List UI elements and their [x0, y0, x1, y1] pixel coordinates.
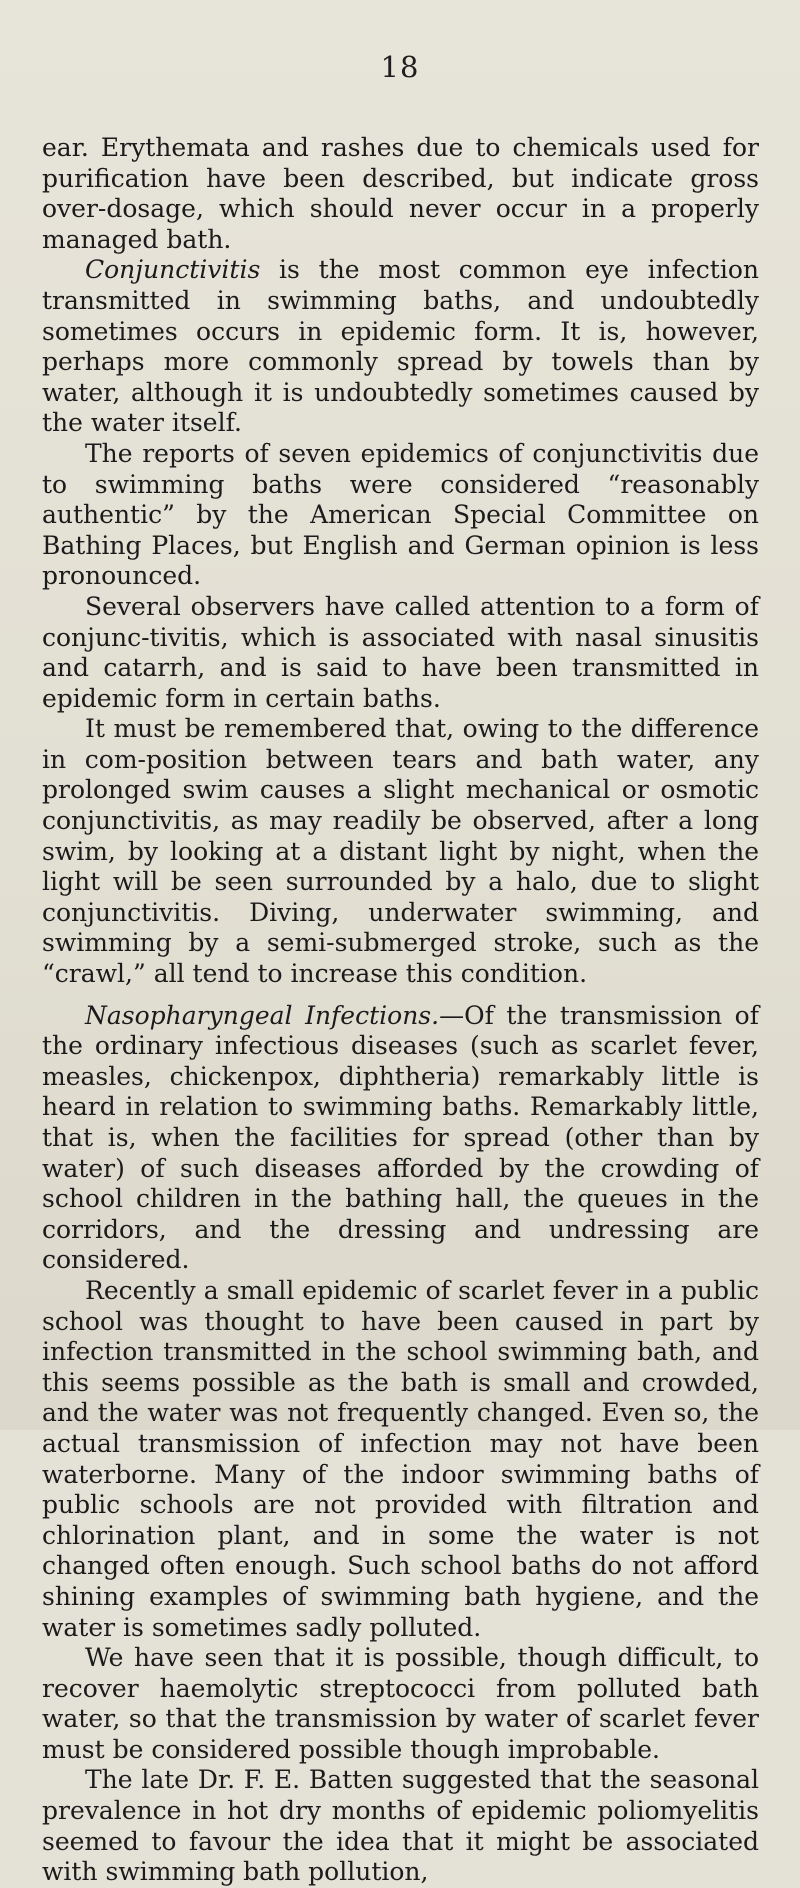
- paragraph-text: We have seen that it is possible, though difficult, to recover haemolytic streptococci from polluted bath water, so that the transmission by water of scarlet fever must be considered possible though improbable.: [42, 1643, 759, 1764]
- paragraph-streptococci: [42, 1643, 759, 1765]
- paragraph-reports: [42, 439, 759, 592]
- paragraph-scarlet-fever: [42, 1276, 759, 1643]
- paragraph-remembered: [42, 714, 759, 989]
- paragraph-lead: Nasopharyngeal Infections.: [85, 1000, 440, 1030]
- page-number: 18: [380, 50, 420, 84]
- paragraph-batten: [42, 1765, 759, 1887]
- paragraph-nasopharyngeal: [42, 1001, 759, 1276]
- paragraph-text: Recently a small epidemic of scarlet fever in a public school was thought to have been caused in part by infection transmitted in the school swimming bath, and this seems possible as the bath is small and crowded, and the water was not frequently changed. Even so, the actual transmission of infection may not have been waterborne. Many of the indoor swimming baths of public schools are not provided with filtration and chlorination plant, and in some the water is not changed often enough. Such school baths do not afford shining examples of swimming bath hygiene, and the water is sometimes sadly polluted.: [42, 1275, 759, 1642]
- paragraph-text: Several observers have called attention to a form of conjunc-tivitis, which is associated with nasal sinusitis and catarrh, and is said to have been transmitted in epidemic form in certain baths.: [42, 591, 759, 713]
- paragraph-text: ear. Erythemata and rashes due to chemicals used for purification have been described, but indicate gross over-dosage, which should never occur in a properly managed bath.: [42, 133, 759, 254]
- paragraph-text: It must be remembered that, owing to the difference in com-position between tears and bath water, any prolonged swim causes a slight mechanical or osmotic conjunctivitis, as may readily be observed, after a long swim, by looking at a distant light by night, when the light will be seen surrounded by a halo, due to slight conjunctivitis. Diving, underwater swimming, and swimming by a semi-submerged stroke, such as the “crawl,” all tend to increase this condition.: [42, 714, 759, 989]
- paragraph-text: The late Dr. F. E. Batten suggested that the seasonal prevalence in hot dry months of epidemic poliomyelitis seemed to favour the idea that it might be associated with swimming bath pollution,: [42, 1765, 759, 1887]
- paragraph-lead: Conjunctivitis: [85, 255, 261, 285]
- paragraph-conjunctivitis: [42, 255, 759, 439]
- paragraph-text: —Of the transmission of the ordinary infectious diseases (such as scarlet fever, measles, chickenpox, diphtheria) remarkably little is heard in relation to swimming baths. Remarkably little, that is, when the facilities for spread (other than by water) of such diseases afforded by the crowding of school children in the bathing hall, the queues in the corridors, and the dressing and undressing are considered.: [42, 1000, 759, 1275]
- paragraph-continued: [42, 133, 759, 255]
- paragraph-observers: [42, 592, 759, 714]
- paragraph-text: The reports of seven epidemics of conjunctivitis due to swimming baths were considered “reasonably authentic” by the American Special Committee on Bathing Places, but English and German opinion is less pronounced.: [42, 438, 759, 591]
- body-text: [42, 133, 759, 1888]
- paragraph-text: is the most common eye infection transmitted in swimming baths, and undoubtedly sometimes occurs in epidemic form. It is, however, perhaps more commonly spread by towels than by water, although it is undoubtedly sometimes caused by the water itself.: [42, 255, 759, 438]
